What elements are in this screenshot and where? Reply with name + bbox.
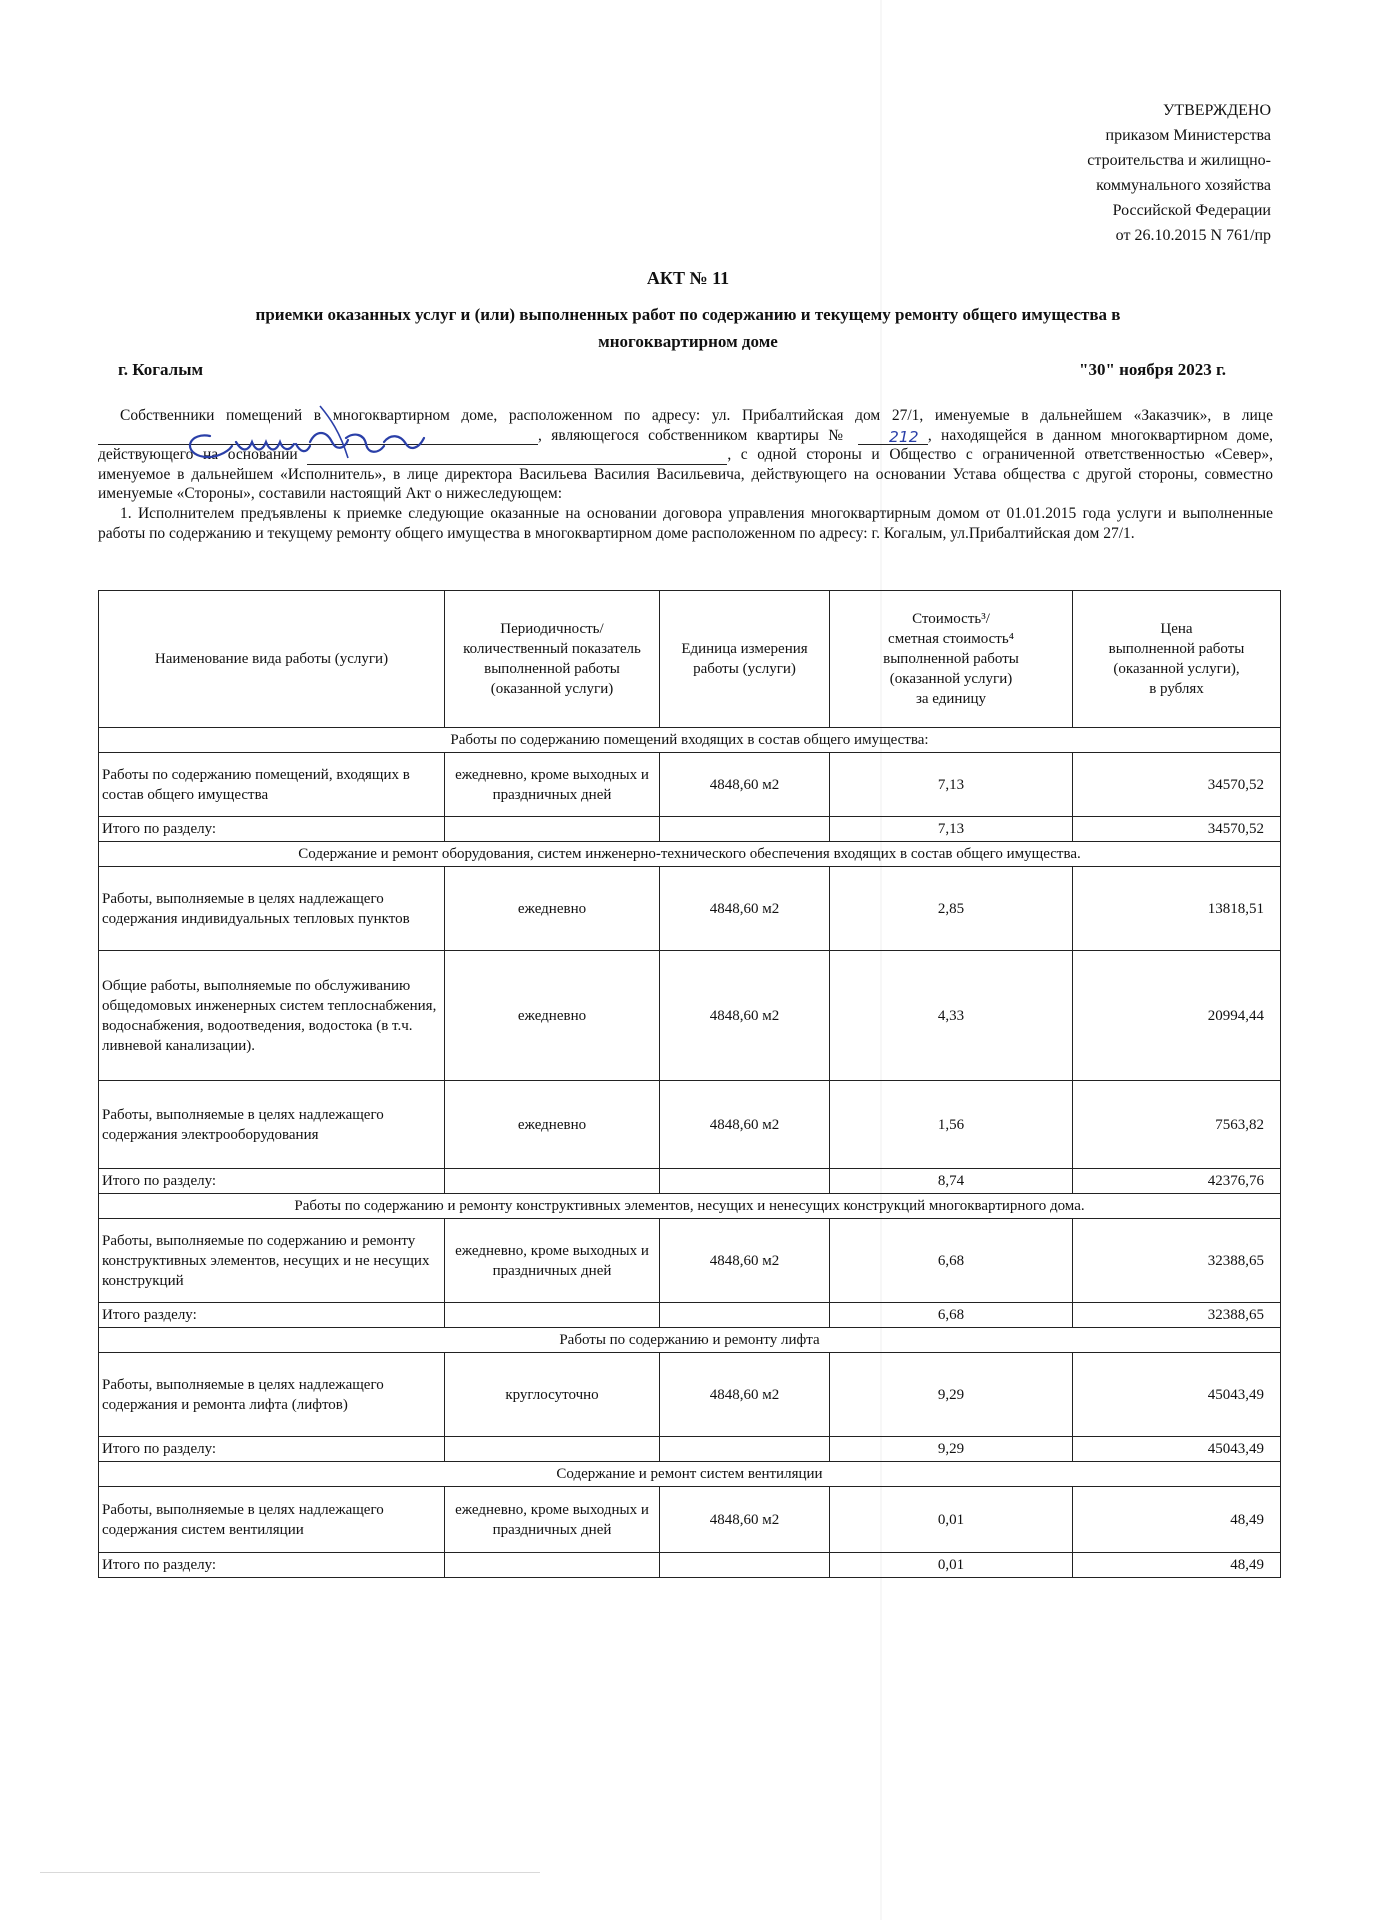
header-line: (оказанной услуги) — [490, 681, 614, 697]
total-price: 34570,52 — [1073, 817, 1281, 842]
total-price: 45043,49 — [1073, 1437, 1281, 1462]
header-line: количественный показатель — [463, 641, 641, 657]
work-cost: 9,29 — [830, 1353, 1073, 1437]
col-header-cost — [830, 591, 1073, 728]
header-line: выполненной работы — [1108, 641, 1245, 657]
approval-line: строительства и жилищно- — [1087, 152, 1271, 169]
section-total-row — [99, 817, 1281, 842]
section-total-row — [99, 1553, 1281, 1578]
section-title: Содержание и ремонт систем вентиляции — [99, 1462, 1281, 1487]
total-label: Итого разделу: — [99, 1303, 445, 1328]
work-period: ежедневно, кроме выходных и праздничных дней — [445, 1219, 660, 1303]
total-label: Итого по разделу: — [99, 1553, 445, 1578]
work-period: ежедневно — [445, 1081, 660, 1169]
approval-line: приказом Министерства — [1105, 127, 1271, 144]
work-name: Работы по содержанию помещений, входящих в состав общего имущества — [99, 753, 445, 817]
work-name: Работы, выполняемые в целях надлежащего содержания и ремонта лифта (лифтов) — [99, 1353, 445, 1437]
section-title-row — [99, 842, 1281, 867]
work-period: ежедневно, кроме выходных и праздничных дней — [445, 753, 660, 817]
total-cost: 6,68 — [830, 1303, 1073, 1328]
work-cost: 2,85 — [830, 867, 1073, 951]
total-price: 32388,65 — [1073, 1303, 1281, 1328]
header-line: Единица измерения — [681, 641, 808, 657]
work-cost: 1,56 — [830, 1081, 1073, 1169]
section-total-row — [99, 1169, 1281, 1194]
work-period: ежедневно, кроме выходных и праздничных дней — [445, 1487, 660, 1553]
intro-text-part: , являющегося собственником квартиры № — [538, 426, 849, 444]
work-unit: 4848,60 м2 — [660, 951, 830, 1081]
work-period: ежедневно — [445, 951, 660, 1081]
section-total-row — [99, 1303, 1281, 1328]
col-header-name: Наименование вида работы (услуги) — [99, 591, 445, 728]
total-cost: 7,13 — [830, 817, 1073, 842]
table-header-row — [99, 591, 1281, 728]
col-header-period — [445, 591, 660, 728]
work-price: 20994,44 — [1073, 951, 1281, 1081]
work-unit: 4848,60 м2 — [660, 1487, 830, 1553]
work-unit: 4848,60 м2 — [660, 1353, 830, 1437]
apartment-number: 212 — [858, 428, 928, 445]
work-unit: 4848,60 м2 — [660, 1081, 830, 1169]
table-row — [99, 753, 1281, 817]
act-subtitle-line: многоквартирном доме — [598, 332, 778, 351]
total-label: Итого по разделу: — [99, 1169, 445, 1194]
header-line: Цена — [1160, 621, 1193, 637]
work-price: 45043,49 — [1073, 1353, 1281, 1437]
approval-stamp — [1011, 98, 1271, 248]
work-cost: 0,01 — [830, 1487, 1073, 1553]
total-label: Итого по разделу: — [99, 1437, 445, 1462]
work-period: ежедневно — [445, 867, 660, 951]
intro-text-part: , с одной стороны и Общество с ограниченной ответственностью «Север», именуемое в дальнейшем «Исполнитель», в лице директора Васильева Василия Васильевича, действующего на основании Устава общества с другой стороны, совместно именуемые «Стороны», составили настоящий Акт о нижеследующем: — [98, 446, 1274, 503]
header-line: выполненной работы — [883, 651, 1019, 667]
table-row — [99, 1353, 1281, 1437]
work-name: Общие работы, выполняемые по обслуживанию общедомовых инженерных систем теплоснабжения, водоснабжения, водоотведения, водостока (в т.ч. ливневой канализации). — [99, 951, 445, 1081]
section-title-row — [99, 1328, 1281, 1353]
works-table — [98, 590, 1281, 1578]
total-cost: 0,01 — [830, 1553, 1073, 1578]
work-price: 48,49 — [1073, 1487, 1281, 1553]
section-title-row — [99, 728, 1281, 753]
header-line: (оказанной услуги), — [1113, 661, 1240, 677]
work-name: Работы, выполняемые в целях надлежащего содержания систем вентиляции — [99, 1487, 445, 1553]
basis-blank — [307, 448, 727, 465]
section-title: Работы по содержанию помещений входящих в состав общего имущества: — [99, 728, 1281, 753]
work-period: круглосуточно — [445, 1353, 660, 1437]
approval-line: от 26.10.2015 N 761/пр — [1115, 227, 1271, 244]
scan-edge — [40, 1872, 540, 1873]
approval-line: УТВЕРЖДЕНО — [1162, 102, 1271, 119]
work-unit: 4848,60 м2 — [660, 753, 830, 817]
header-line: выполненной работы — [484, 661, 620, 677]
act-subtitle — [98, 301, 1278, 355]
header-line: Стоимость³/ — [912, 611, 990, 627]
work-name: Работы, выполняемые по содержанию и ремонту конструктивных элементов, несущих и не несущих конструкций — [99, 1219, 445, 1303]
col-header-unit — [660, 591, 830, 728]
work-cost: 4,33 — [830, 951, 1073, 1081]
table-row — [99, 1081, 1281, 1169]
col-header-price — [1073, 591, 1281, 728]
work-price: 7563,82 — [1073, 1081, 1281, 1169]
table-row — [99, 1219, 1281, 1303]
work-unit: 4848,60 м2 — [660, 867, 830, 951]
table-row — [99, 951, 1281, 1081]
total-cost: 8,74 — [830, 1169, 1073, 1194]
table-row — [99, 1487, 1281, 1553]
city-date-line — [118, 360, 1226, 380]
header-line: за единицу — [915, 691, 987, 707]
act-subtitle-line: приемки оказанных услуг и (или) выполненных работ по содержанию и текущему ремонту общего имущества в — [255, 305, 1121, 324]
total-price: 48,49 — [1073, 1553, 1281, 1578]
section-title: Содержание и ремонт оборудования, систем инженерно-технического обеспечения входящих в состав общего имущества. — [99, 842, 1281, 867]
section-title-row — [99, 1194, 1281, 1219]
header-line: в рублях — [1149, 681, 1204, 697]
intro-text — [98, 406, 1273, 543]
header-line: сметная стоимость⁴ — [888, 631, 1014, 647]
intro-paragraph — [98, 406, 1273, 504]
work-cost: 7,13 — [830, 753, 1073, 817]
approval-line: Российской Федерации — [1112, 202, 1271, 219]
header-line: (оказанной услуги) — [889, 671, 1013, 687]
intro-paragraph: 1. Исполнителем предъявлены к приемке следующие оказанные на основании договора управления многоквартирным домом от 01.01.2015 года услуги и выполненные работы по содержанию и текущему ремонту общего имущества в многоквартирном доме расположенном по адресу: г. Когалым, ул.Прибалтийская дом 27/1. — [98, 504, 1273, 542]
city: г. Когалым — [118, 360, 204, 379]
work-price: 13818,51 — [1073, 867, 1281, 951]
work-cost: 6,68 — [830, 1219, 1073, 1303]
act-date: "30" ноября 2023 г. — [1079, 360, 1226, 379]
header-line: Периодичность/ — [500, 621, 604, 637]
act-title: АКТ № 11 — [646, 268, 730, 288]
table-row — [99, 867, 1281, 951]
total-cost: 9,29 — [830, 1437, 1073, 1462]
work-name: Работы, выполняемые в целях надлежащего содержания индивидуальных тепловых пунктов — [99, 867, 445, 951]
work-price: 34570,52 — [1073, 753, 1281, 817]
header-line: работы (услуги) — [693, 661, 796, 677]
approval-line: коммунального хозяйства — [1096, 177, 1271, 194]
intro-text-part: , находящейся в данном многоквартирном доме, действующего на основании — [98, 426, 1273, 464]
total-price: 42376,76 — [1073, 1169, 1281, 1194]
work-name: Работы, выполняемые в целях надлежащего содержания электрооборудования — [99, 1081, 445, 1169]
work-price: 32388,65 — [1073, 1219, 1281, 1303]
intro-text-part: Собственники помещений в многоквартирном доме, расположенном по адресу: ул. Прибалтийская дом 27/1, именуемые в дальнейшем «Заказчик», в лице — [120, 407, 1273, 424]
section-title: Работы по содержанию и ремонту лифта — [99, 1328, 1281, 1353]
work-unit: 4848,60 м2 — [660, 1219, 830, 1303]
section-title-row — [99, 1462, 1281, 1487]
section-title: Работы по содержанию и ремонту конструктивных элементов, несущих и ненесущих конструкций многоквартирного дома. — [99, 1194, 1281, 1219]
representative-blank — [98, 428, 538, 445]
total-label: Итого по разделу: — [99, 817, 445, 842]
section-total-row — [99, 1437, 1281, 1462]
